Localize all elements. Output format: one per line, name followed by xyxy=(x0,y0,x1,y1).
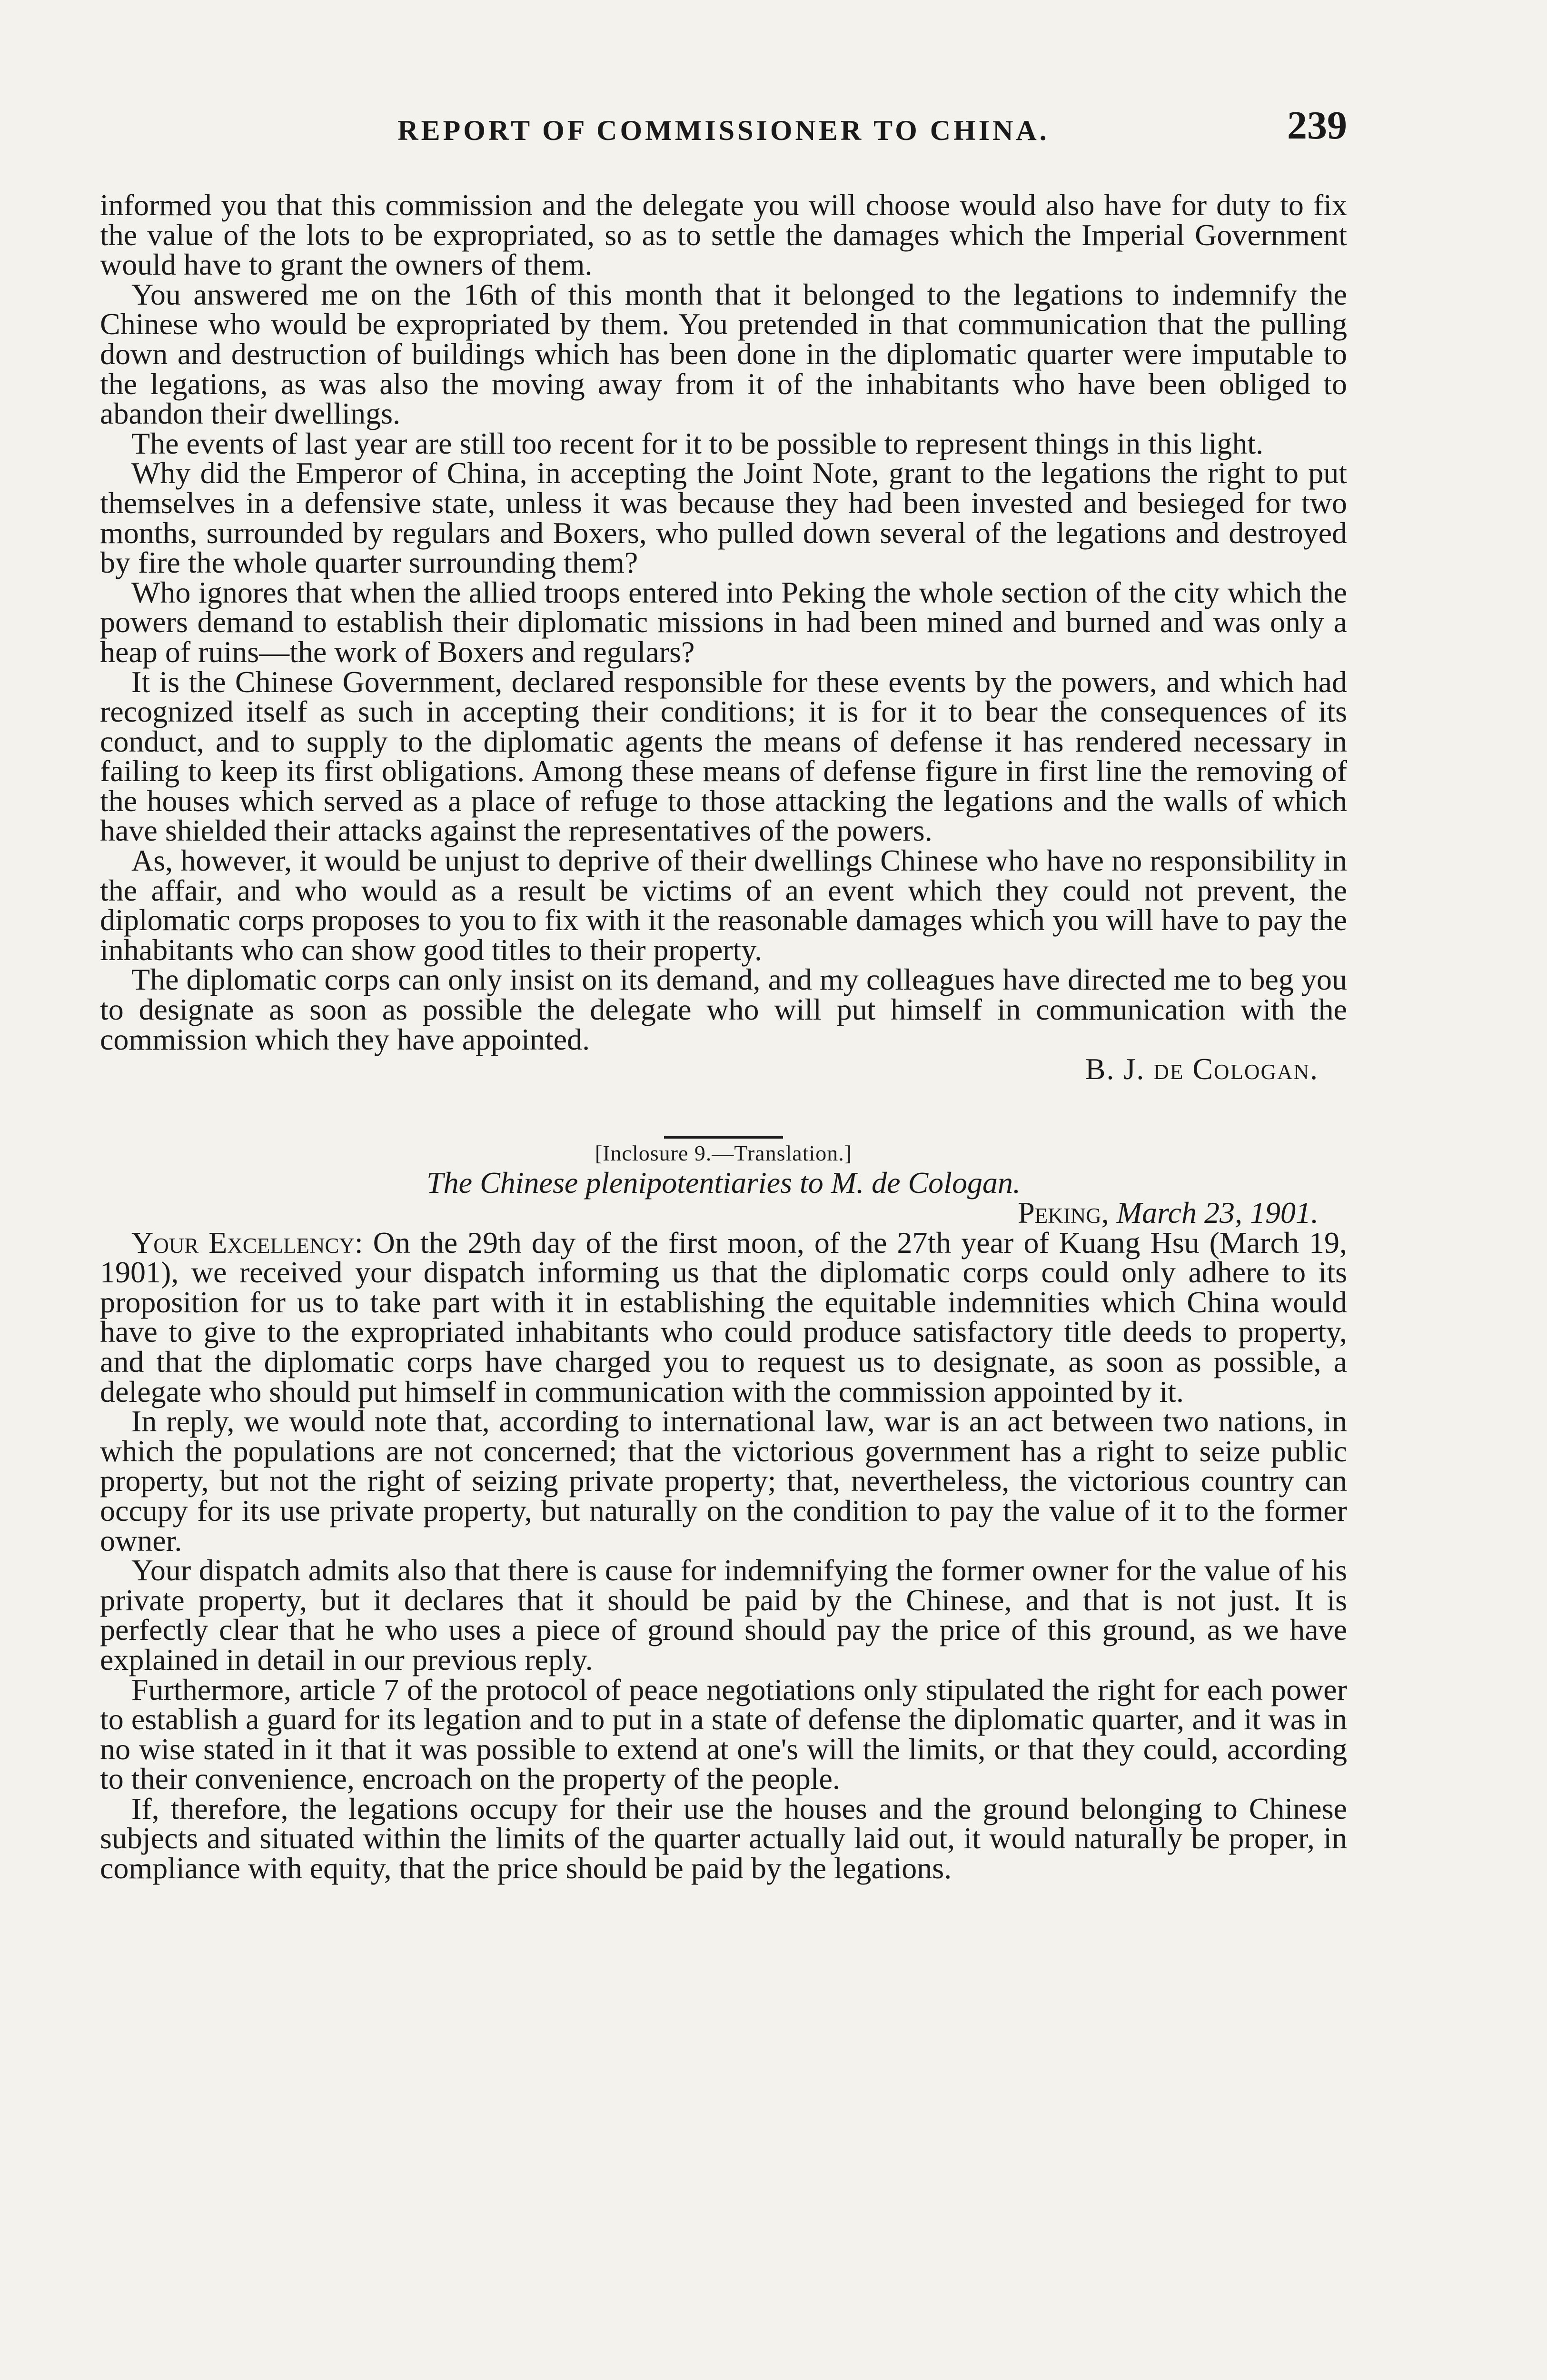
dateline-place: Peking, xyxy=(1018,1196,1109,1230)
paragraph: If, therefore, the legations occupy for their use the houses and the ground belonging to Chinese subjects and situated within the limits of the quarter actually laid out, it would naturally be proper, in compliance with equity, that the price should be paid by the legations. xyxy=(100,1791,1347,1885)
paragraph-text: On the 29th day of the first moon, of the 27th year of Kuang Hsu (March 19, 1901), we received your dispatch informing us that the diplomatic corps could only adhere to its proposition for us to take part with it in establishing the equitable indemnities which China would have to give to the expropriated inhabitants who could produce satisfactory title deeds to property, and that the diplomatic corps have charged you to request us to designate, as soon as possible, a delegate who should put himself in communication with the commission appointed by it. xyxy=(100,1225,1348,1408)
page-number: 239 xyxy=(1287,103,1347,148)
paragraph: It is the Chinese Government, declared responsible for these events by the powers, and which had recognized itself as such in accepting their conditions; it is for it to bear the consequences of its conduct, and to supply to the diplomatic agents the means of defense it has rendered necessary in failing to keep its first obligations. Among these means of defense figure in first line the removing of the houses which served as a place of refuge to those attacking the legations and the walls of which have shielded their attacks against the representatives of the powers. xyxy=(100,664,1347,848)
signature: B. J. de Cologan. xyxy=(1085,1052,1319,1086)
paragraph: informed you that this commission and the delegate you will choose would also have for duty to fix the value of the lots to be expropriated, so as to settle the damages which the Imperial Government would have to grant the owners of them. xyxy=(100,188,1347,282)
paragraph: You answered me on the 16th of this month that it belonged to the legations to indemnify the Chinese who would be expropriated by them. You pretended in that communication that the pulling down and destruction of buildings which has been done in the diplomatic quarter were imputable to the legations, as was also the moving away from it of the inhabitants who have been obliged to abandon their dwellings. xyxy=(100,277,1347,431)
salutation: Your Excellency: xyxy=(131,1225,363,1259)
paragraph: The events of last year are still too recent for it to be possible to represent things in this light. xyxy=(131,426,1264,460)
paragraph: Who ignores that when the allied troops entered into Peking the whole section of the city which the powers demand to establish their diplomatic missions in had been mined and burned and was only a heap of ruins—the work of Boxers and regulars? xyxy=(100,575,1347,669)
inclosure-label: [Inclosure 9.—Translation.] xyxy=(595,1140,853,1165)
paragraph: As, however, it would be unjust to deprive of their dwellings Chinese who have no responsibility in the affair, and who would as a result be victims of an event which they could not prevent, the diplomatic corps proposes to you to fix with it the reasonable damages which you will have to pay the inhabitants who can show good titles to their property. xyxy=(100,843,1347,967)
body-text xyxy=(100,190,1347,1884)
paragraph: Furthermore, article 7 of the protocol of peace negotiations only stipulated the right for each power to establish a guard for its legation and to put in a state of defense the diplomatic quarter, and it was in no wise stated in it that it was possible to extend at one's will the limits, or that they could, according to their convenience, encroach on the property of the people. xyxy=(100,1672,1347,1796)
letter-title: The Chinese plenipotentiaries to M. de Cologan. xyxy=(426,1166,1021,1200)
running-head: REPORT OF COMMISSIONER TO CHINA. xyxy=(397,115,1050,146)
page-header xyxy=(100,102,1347,155)
paragraph xyxy=(100,1225,1348,1408)
paragraph: Why did the Emperor of China, in accepting the Joint Note, grant to the legations the right to put themselves in a defensive state, unless it was because they had been invested and besieged for two months, surrounded by regulars and Boxers, who pulled down several of the legations and destroyed by fire the whole quarter surrounding them? xyxy=(100,456,1347,580)
dateline-date: March 23, 1901. xyxy=(1116,1196,1319,1230)
paragraph: The diplomatic corps can only insist on its demand, and my colleagues have directed me to beg you to designate as soon as possible the delegate who will put himself in communication with the commission which they have appointed. xyxy=(100,962,1347,1056)
dateline xyxy=(100,1198,1347,1228)
paragraph: Your dispatch admits also that there is cause for indemnifying the former owner for the value of his private property, but it declares that it should be paid by the Chinese, and that is not just. It is perfectly clear that he who uses a piece of ground should pay the price of this ground, as we have explained in detail in our previous reply. xyxy=(100,1553,1347,1676)
paragraph: In reply, we would note that, according to international law, war is an act between two nations, in which the populations are not concerned; that the victorious government has a right to seize public property, but not the right of seizing private property; that, nevertheless, the victorious country can occupy for its use private property, but naturally on the condition to pay the value of it to the former owner. xyxy=(100,1404,1347,1557)
